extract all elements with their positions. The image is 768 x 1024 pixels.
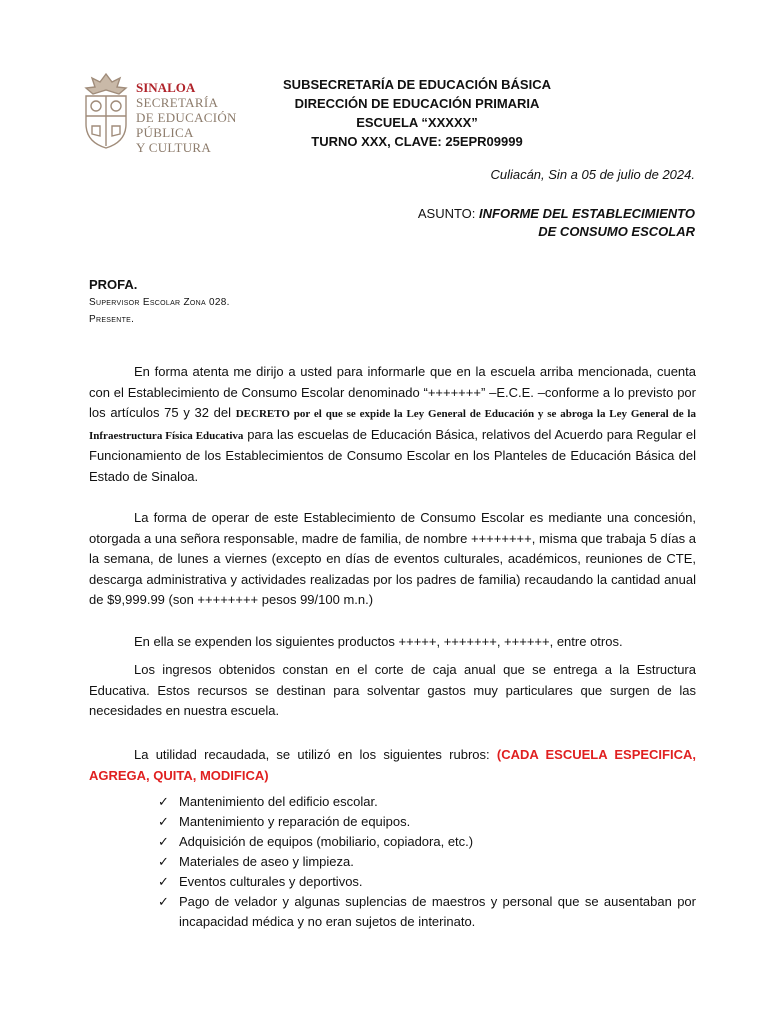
list-item [156, 872, 696, 892]
paragraph-2: La forma de operar de este Establecimiento de Consumo Escolar es mediante una concesión, otorgada a una señora responsable, madre de familia, de nombre ++++++++, misma que trabaja 5 días a la semana, de lunes a viernes (excepto en días de eventos culturales, académicos, reuniones de CTE, descarga administrativa y actividades realizadas por los padres de familia) recaudando la cantidad anual de $9,999.99 (son ++++++++ pesos 99/100 m.n.) [89, 510, 696, 607]
date-line: Culiacán, Sin a 05 de julio de 2024. [490, 167, 695, 182]
list-item-text: Mantenimiento y reparación de equipos. [179, 814, 411, 829]
list-item-text: Materiales de aseo y limpieza. [179, 854, 354, 869]
checkmark-icon: ✓ [158, 854, 169, 869]
paragraph-1-part-a: En forma atenta me dirijo a usted para informarle que en la escuela arriba mencionada, cuenta con el Establecimiento de Consumo Escolar denominado “+++++++” –E.C.E. –conforme a lo previsto por los artículos 75 y 32 del [89, 364, 696, 420]
expense-list [156, 792, 696, 932]
list-item [156, 832, 696, 852]
checkmark-icon: ✓ [158, 814, 169, 829]
checkmark-icon: ✓ [158, 874, 169, 889]
logo-secretaria-line-2: DE EDUCACIÓN [136, 110, 237, 125]
state-seal-icon [78, 68, 134, 150]
logo-secretaria-line-3: PÚBLICA [136, 125, 194, 140]
recipient-role: Supervisor Escolar Zona 028. [89, 297, 230, 308]
header-line-2: DIRECCIÓN DE EDUCACIÓN PRIMARIA [294, 96, 540, 111]
letterhead [232, 75, 602, 151]
header-line-3: ESCUELA “XXXXX” [356, 115, 478, 130]
paragraph-5 [89, 745, 696, 786]
recipient-title: PROFA. [89, 277, 138, 292]
paragraph-1 [89, 362, 696, 487]
checkmark-icon: ✓ [158, 794, 169, 809]
logo-state-name: SINALOA [136, 80, 196, 95]
logo-secretaria-line-4: Y CULTURA [136, 140, 212, 155]
header-line-4: TURNO XXX, CLAVE: 25EPR09999 [311, 134, 523, 149]
recipient-presente: Presente. [89, 314, 135, 325]
subject-block [418, 205, 695, 241]
paragraph-4: Los ingresos obtenidos constan en el corte de caja anual que se entrega a la Estructura Educativa. Estos recursos se destinan para solventar gastos muy particulares que surgen de las necesidades en nuestra escuela. [89, 662, 696, 718]
decree-reference: DECRETO por el que se expide la Ley General de Educación y se abroga la Ley General de la Infraestructura Física Educativa [89, 408, 696, 442]
list-item-text: Pago de velador y algunas suplencias de maestros y personal que se ausentaban por incapacidad médica y no eran sujetos de interinato. [179, 894, 696, 929]
paragraph-1-part-b: para las escuelas de Educación Básica, relativos del Acuerdo para Regular el Funcionamiento de los Establecimientos de Consumo Escolar en los Planteles de Educación Básica del Estado de Sinaloa. [89, 426, 696, 484]
header-line-1: SUBSECRETARÍA DE EDUCACIÓN BÁSICA [283, 77, 551, 92]
list-item-text: Adquisición de equipos (mobiliario, copiadora, etc.) [179, 834, 474, 849]
checkmark-icon: ✓ [158, 894, 169, 909]
school-specific-note: (CADA ESCUELA ESPECIFICA, AGREGA, QUITA, MODIFICA) [89, 747, 696, 783]
logo-secretaria-line-1: SECRETARÍA [136, 95, 219, 110]
list-item [156, 892, 696, 932]
list-item-text: Eventos culturales y deportivos. [179, 874, 363, 889]
list-item-text: Mantenimiento del edificio escolar. [179, 794, 378, 809]
paragraph-3: En ella se expenden los siguientes productos +++++, +++++++, ++++++, entre otros. [134, 634, 623, 649]
subject-line-1: INFORME DEL ESTABLECIMIENTO [479, 206, 695, 221]
paragraph-5-text: La utilidad recaudada, se utilizó en los siguientes rubros: [134, 747, 497, 762]
list-item [156, 852, 696, 872]
subject-line-2: DE CONSUMO ESCOLAR [538, 224, 695, 239]
subject-label: ASUNTO: [417, 206, 480, 221]
checkmark-icon: ✓ [158, 834, 169, 849]
logo-text [136, 80, 237, 155]
list-item [156, 812, 696, 832]
list-item [156, 792, 696, 812]
